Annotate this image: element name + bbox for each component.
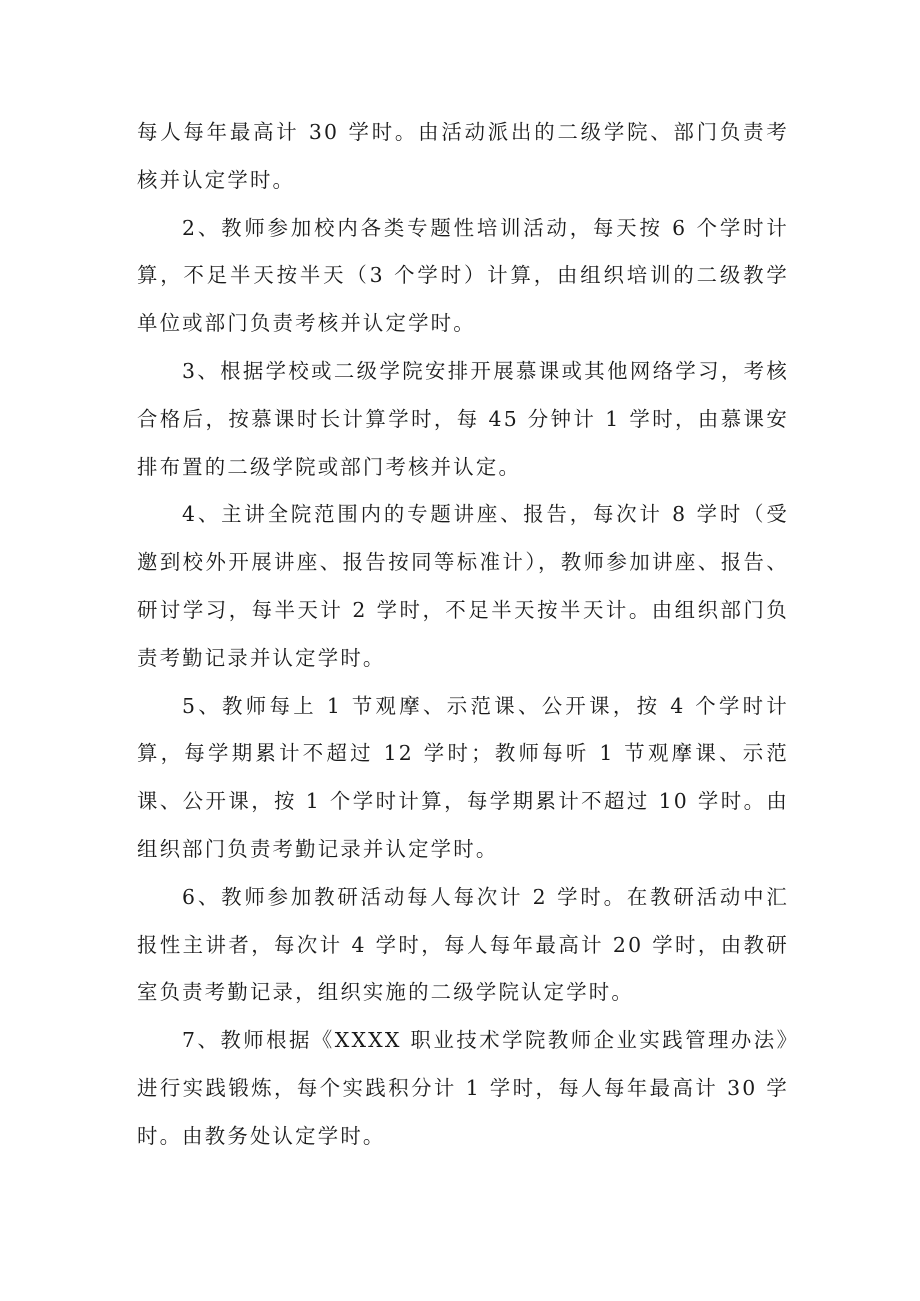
paragraph-item-2: 2、教师参加校内各类专题性培训活动，每天按 6 个学时计算，不足半天按半天（3 个学时）计算，由组织培训的二级教学单位或部门负责考核并认定学时。	[137, 215, 789, 336]
paragraph-item-4: 4、主讲全院范围内的专题讲座、报告，每次计 8 学时（受邀到校外开展讲座、报告按同等标准计），教师参加讲座、报告、研讨学习，每半天计 2 学时，不足半天按半天计。由组织部门负责考勤记录并认定学时。	[137, 502, 789, 670]
paragraph-item-7: 7、教师根据《XXXX 职业技术学院教师企业实践管理办法》进行实践锻炼，每个实践积分计 1 学时，每人每年最高计 30 学时。由教务处认定学时。	[137, 1028, 789, 1148]
paragraph-item-5: 5、教师每上 1 节观摩、示范课、公开课，按 4 个学时计算，每学期累计不超过 12 学时；教师每听 1 节观摩课、示范课、公开课，按 1 个学时计算，每学期累计不超过 10 学时。由组织部门负责考勤记录并认定学时。	[137, 693, 789, 861]
paragraph-item-6: 6、教师参加教研活动每人每次计 2 学时。在教研活动中汇报性主讲者，每次计 4 学时，每人每年最高计 20 学时，由教研室负责考勤记录，组织实施的二级学院认定学时。	[137, 884, 789, 1005]
paragraph-item-3: 3、根据学校或二级学院安排开展慕课或其他网络学习，考核合格后，按慕课时长计算学时，每 45 分钟计 1 学时，由慕课安排布置的二级学院或部门考核并认定。	[137, 358, 789, 479]
paragraph-continuation: 每人每年最高计 30 学时。由活动派出的二级学院、部门负责考核并认定学时。	[137, 120, 789, 192]
document-page	[137, 109, 789, 1161]
